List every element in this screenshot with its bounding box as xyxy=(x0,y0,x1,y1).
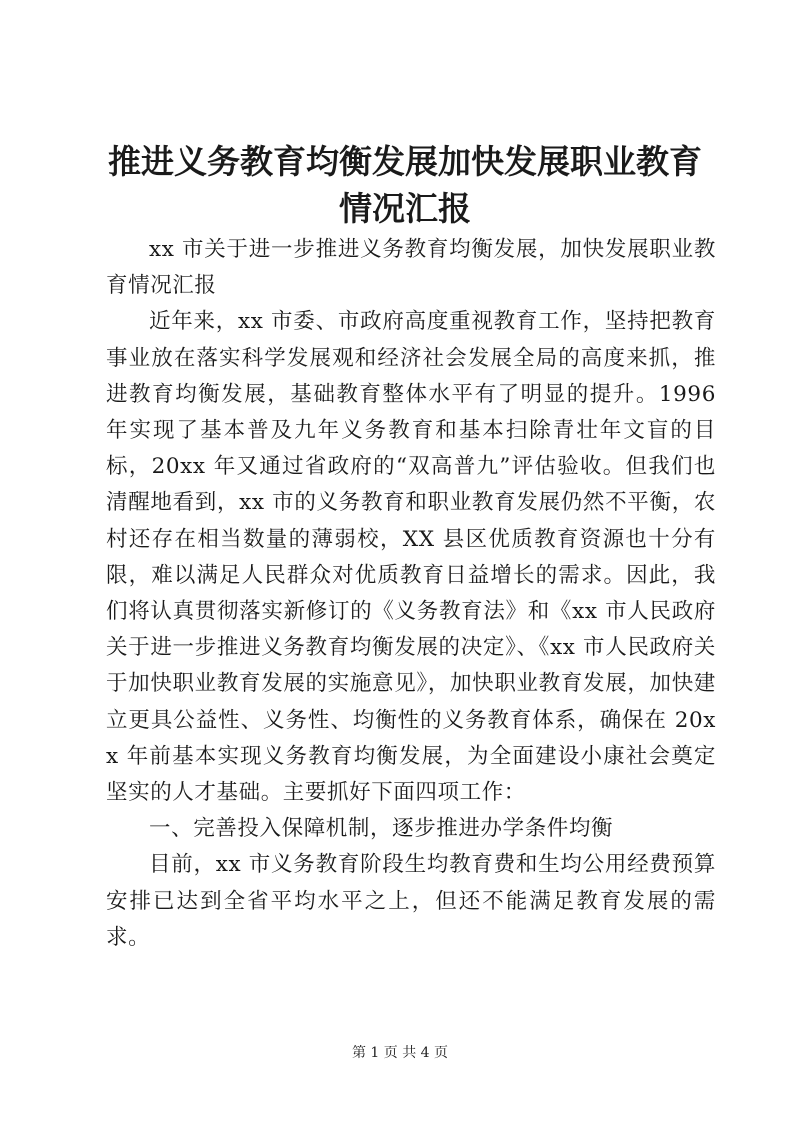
document-body xyxy=(106,232,716,956)
page-footer: 第 1 页 共 4 页 xyxy=(351,1045,449,1061)
paragraph-intro: 近年来，xx 市委、市政府高度重视教育工作，坚持把教育事业放在落实科学发展观和经济社会发展全局的高度来抓，推进教育均衡发展，基础教育整体水平有了明显的提升。1996 年实现了基本普及九年义务教育和基本扫除青壮年文盲的目标，20xx 年又通过省政府的“双高普九”评估验收。但我们也清醒地看到，xx 市的义务教育和职业教育发展仍然不平衡，农村还存在相当数量的薄弱校，XX 县区优质教育资源也十分有限，难以满足人民群众对优质教育日益增长的需求。因此，我们将认真贯彻落实新修订的《义务教育法》和《xx 市人民政府关于进一步推进义务教育均衡发展的决定》、《xx 市人民政府关于加快职业教育发展的实施意见》，加快职业教育发展，加快建立更具公益性、义务性、均衡性的义务教育体系，确保在 20xx 年前基本实现义务教育均衡发展，为全面建设小康社会奠定坚实的人才基础。主要抓好下面四项工作： xyxy=(106,309,716,806)
paragraph-subtitle: xx 市关于进一步推进义务教育均衡发展，加快发展职业教育情况汇报 xyxy=(106,237,716,299)
section-heading-one: 一、完善投入保障机制，逐步推进办学条件均衡 xyxy=(149,816,614,842)
paragraph-section-one: 目前，xx 市义务教育阶段生均教育费和生均公用经费预算安排已达到全省平均水平之上，但还不能满足教育发展的需求。 xyxy=(106,852,716,950)
document-title: 推进义务教育均衡发展加快发展职业教育情况汇报 xyxy=(108,142,702,228)
